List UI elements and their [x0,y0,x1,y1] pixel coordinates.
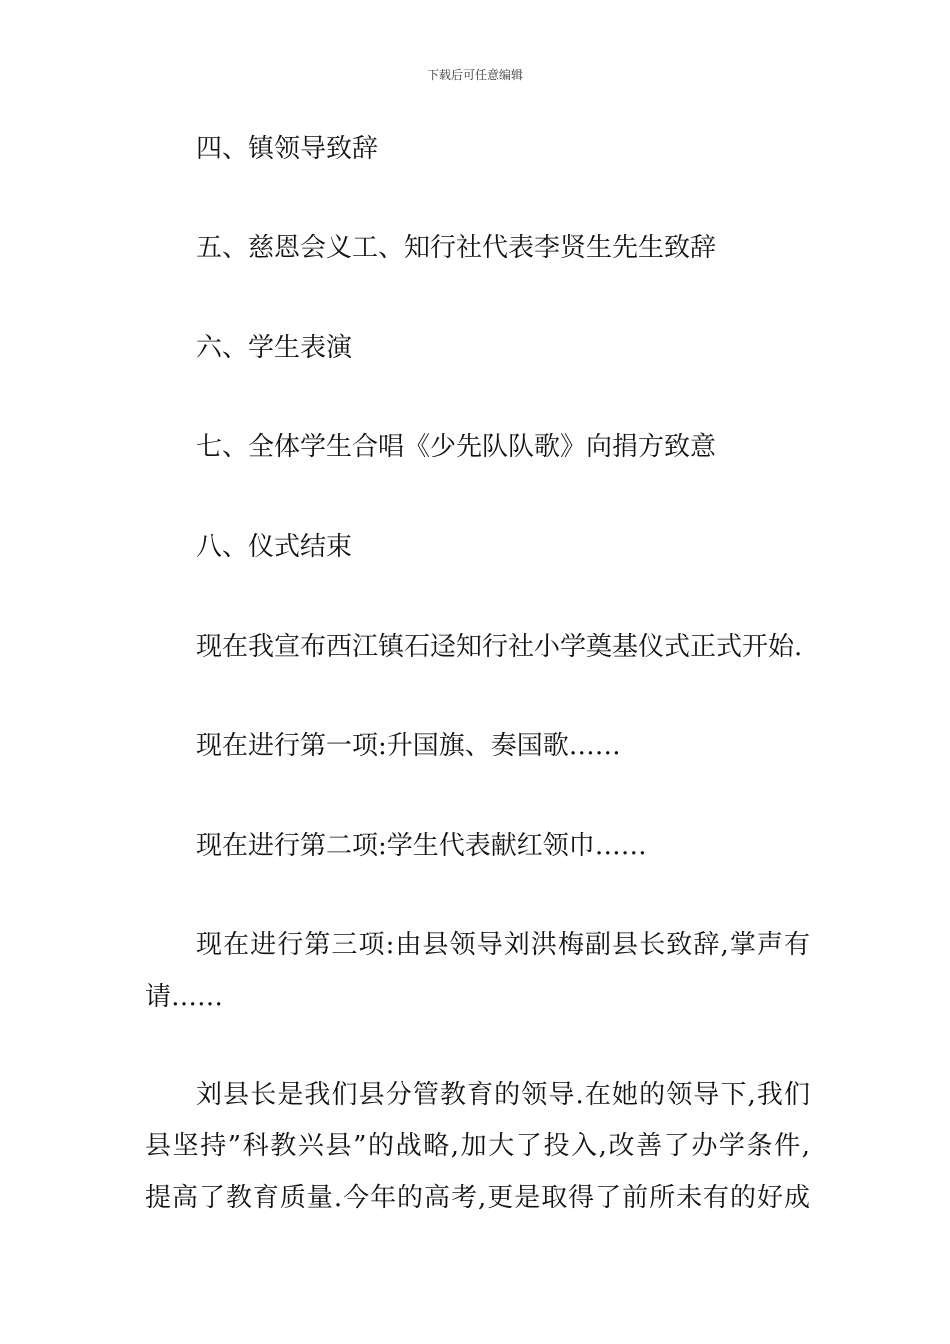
intro-paragraph-line-3: 提高了教育质量.今年的高考,更是取得了前所未有的好成 [145,1183,810,1213]
agenda-item-6: 六、学生表演 [196,333,353,363]
intro-paragraph-line-2: 县坚持”科教兴县”的战略,加大了投入,改善了办学条件, [145,1131,810,1161]
agenda-item-4: 四、镇领导致辞 [196,134,379,164]
step-one-statement: 现在进行第一项:升国旗、奏国歌…… [196,731,621,761]
agenda-item-8: 八、仪式结束 [196,532,353,562]
step-three-line-2: 请…… [145,982,224,1012]
step-two-statement: 现在进行第二项:学生代表献红领巾…… [196,831,647,861]
intro-paragraph-line-1: 刘县长是我们县分管教育的领导.在她的领导下,我们 [196,1080,810,1110]
page-header: 下载后可任意编辑 [426,68,523,82]
opening-statement: 现在我宣布西江镇石迳知行社小学奠基仪式正式开始. [196,632,803,662]
agenda-item-5: 五、慈恩会义工、知行社代表李贤生先生致辞 [196,233,717,263]
step-three-line-1: 现在进行第三项:由县领导刘洪梅副县长致辞,掌声有 [196,930,810,960]
agenda-item-7: 七、全体学生合唱《少先队队歌》向捐方致意 [196,432,717,462]
